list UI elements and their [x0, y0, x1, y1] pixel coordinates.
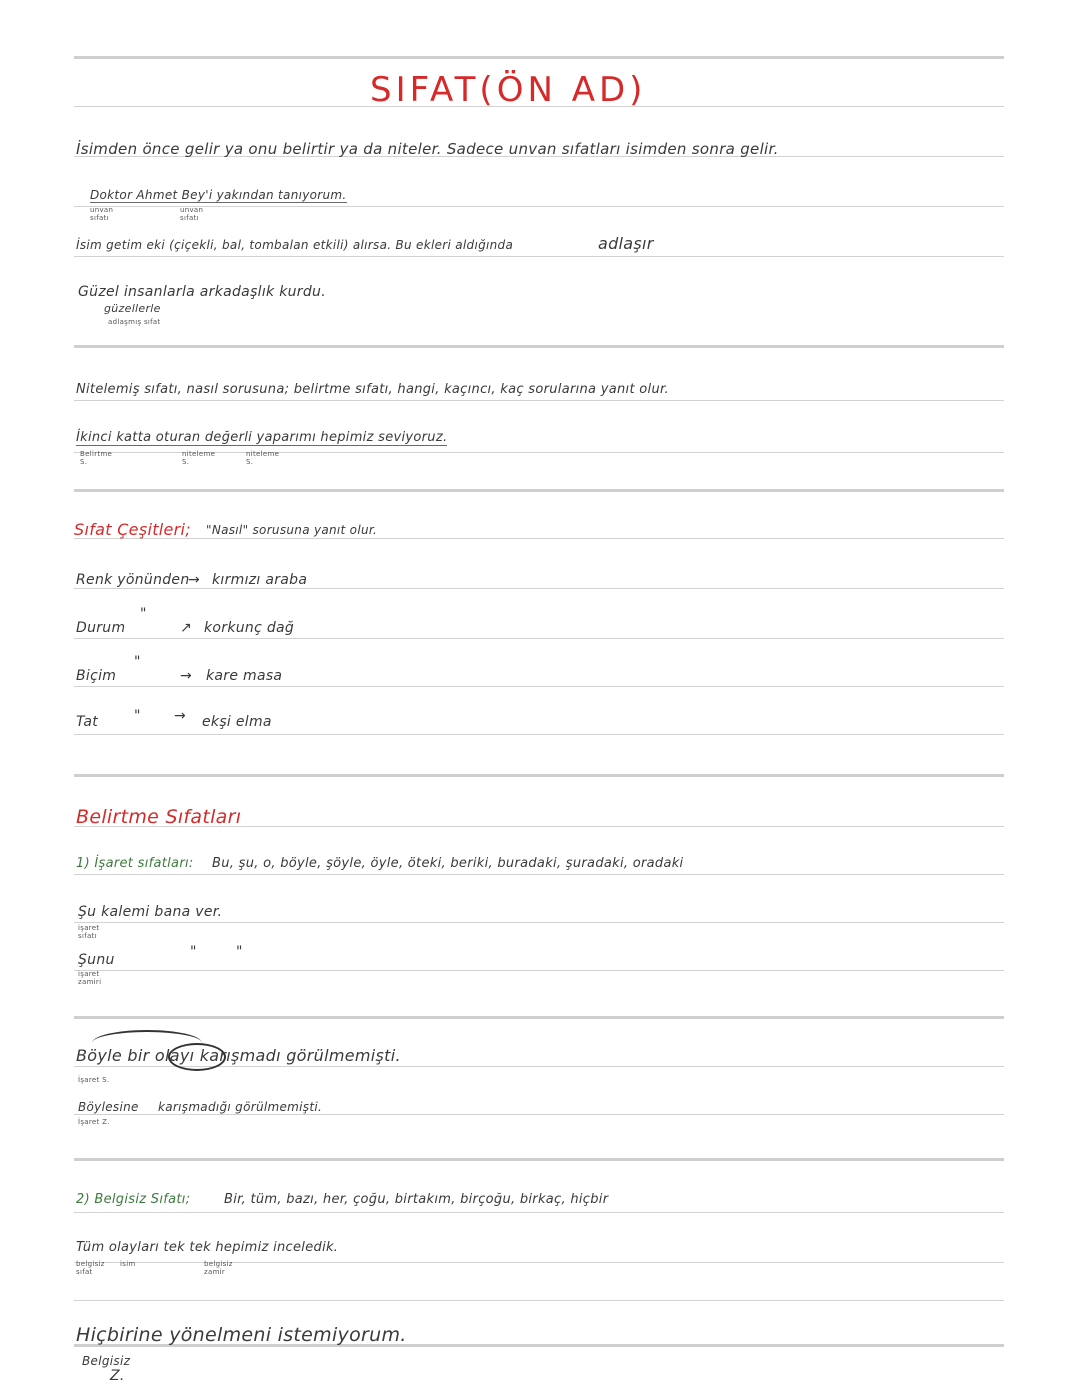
- example-2-note: adlaşmış sıfat: [108, 318, 161, 326]
- example-sentence-1: Doktor Ahmet Bey'i yakından tanıyorum.: [90, 188, 347, 202]
- ditto-b: ": [236, 944, 243, 960]
- example-1-note-a: unvan sıfatı: [90, 206, 114, 222]
- example-d-note: İşaret Z.: [78, 1118, 110, 1126]
- ditto-a: ": [190, 944, 197, 960]
- row-label: Tat: [76, 714, 99, 730]
- example-d2: karışmadığı görülmemişti.: [158, 1100, 323, 1114]
- belgisiz-ex1-note-b: isim: [120, 1260, 136, 1268]
- belgisiz-example-2: Hiçbirine yönelmeni istemiyorum.: [76, 1324, 407, 1346]
- belgisiz-list: Bir, tüm, bazı, her, çoğu, birtakım, birçoğu, birkaç, hiçbir: [224, 1192, 609, 1207]
- row-ditto: ": [140, 606, 147, 622]
- adlasma-word: adlaşır: [598, 234, 654, 253]
- row-arrow: →: [188, 572, 201, 588]
- example-2-alt: güzellerle: [104, 302, 161, 315]
- example-3-note-c: niteleme S.: [246, 450, 280, 466]
- row-arrow: ↗: [180, 620, 193, 636]
- row-ditto: ": [134, 708, 141, 724]
- example-d1: Böylesine: [78, 1100, 139, 1114]
- row-label: Renk yönünden: [76, 572, 190, 588]
- page-title: SIFAT(ÖN AD): [370, 70, 647, 110]
- row-example: korkunç dağ: [204, 620, 295, 636]
- row-label: Durum: [76, 620, 126, 636]
- row-arrow: →: [180, 668, 193, 684]
- belgisiz-example-1: Tüm olayları tek tek hepimiz inceledik.: [76, 1240, 339, 1255]
- belirtme-heading: Belirtme Sıfatları: [76, 806, 242, 828]
- example-3-note-b: niteleme S.: [182, 450, 216, 466]
- example-sentence-3: İkinci katta oturan değerli yaparımı hepimiz seviyoruz.: [76, 430, 448, 445]
- isaret-label: 1) İşaret sıfatları:: [76, 856, 194, 871]
- row-ditto: ": [134, 654, 141, 670]
- example-a-note: işaret sıfatı: [78, 924, 100, 940]
- example-1-note-b: unvan sıfatı: [180, 206, 204, 222]
- row-example: kare masa: [206, 668, 283, 684]
- belgisiz-ex2-note-2: Z.: [110, 1368, 125, 1384]
- belgisiz-ex2-note: Belgisiz: [82, 1354, 131, 1368]
- row-example: ekşi elma: [202, 714, 272, 730]
- intro-text: İsimden önce gelir ya onu belirtir ya da niteler. Sadece unvan sıfatları isimden sonra gelir.: [76, 140, 779, 158]
- row-arrow: →: [174, 708, 187, 724]
- niteleme-text: Nitelemiş sıfatı, nasıl sorusuna; belirtme sıfatı, hangi, kaçıncı, kaç sorularına yanıt olur.: [76, 382, 669, 397]
- example-sentence-2: Güzel insanlarla arkadaşlık kurdu.: [78, 284, 326, 300]
- belgisiz-ex1-note-c: belgisiz zamir: [204, 1260, 233, 1276]
- example-3-note-a: Belirtme S.: [80, 450, 113, 466]
- example-b-note: işaret zamiri: [78, 970, 102, 986]
- adlasma-text: İsim getim eki (çiçekli, bal, tombalan etkili) alırsa. Bu ekleri aldığında: [76, 238, 514, 252]
- cesitler-heading: Sıfat Çeşitleri;: [74, 520, 191, 539]
- belgisiz-ex1-note-a: belgisiz sıfat: [76, 1260, 105, 1276]
- example-c-note: İşaret S.: [78, 1076, 110, 1084]
- example-c: Böyle bir olayı karışmadı görülmemişti.: [76, 1046, 401, 1065]
- row-example: kırmızı araba: [212, 572, 308, 588]
- cesitler-rest: "Nasıl" sorusuna yanıt olur.: [206, 523, 378, 537]
- example-a: Şu kalemi bana ver.: [78, 904, 223, 920]
- isaret-list: Bu, şu, o, böyle, şöyle, öyle, öteki, beriki, buradaki, şuradaki, oradaki: [212, 856, 684, 871]
- example-b: Şunu: [78, 952, 115, 968]
- belgisiz-label: 2) Belgisiz Sıfatı;: [76, 1192, 191, 1207]
- row-label: Biçim: [76, 668, 117, 684]
